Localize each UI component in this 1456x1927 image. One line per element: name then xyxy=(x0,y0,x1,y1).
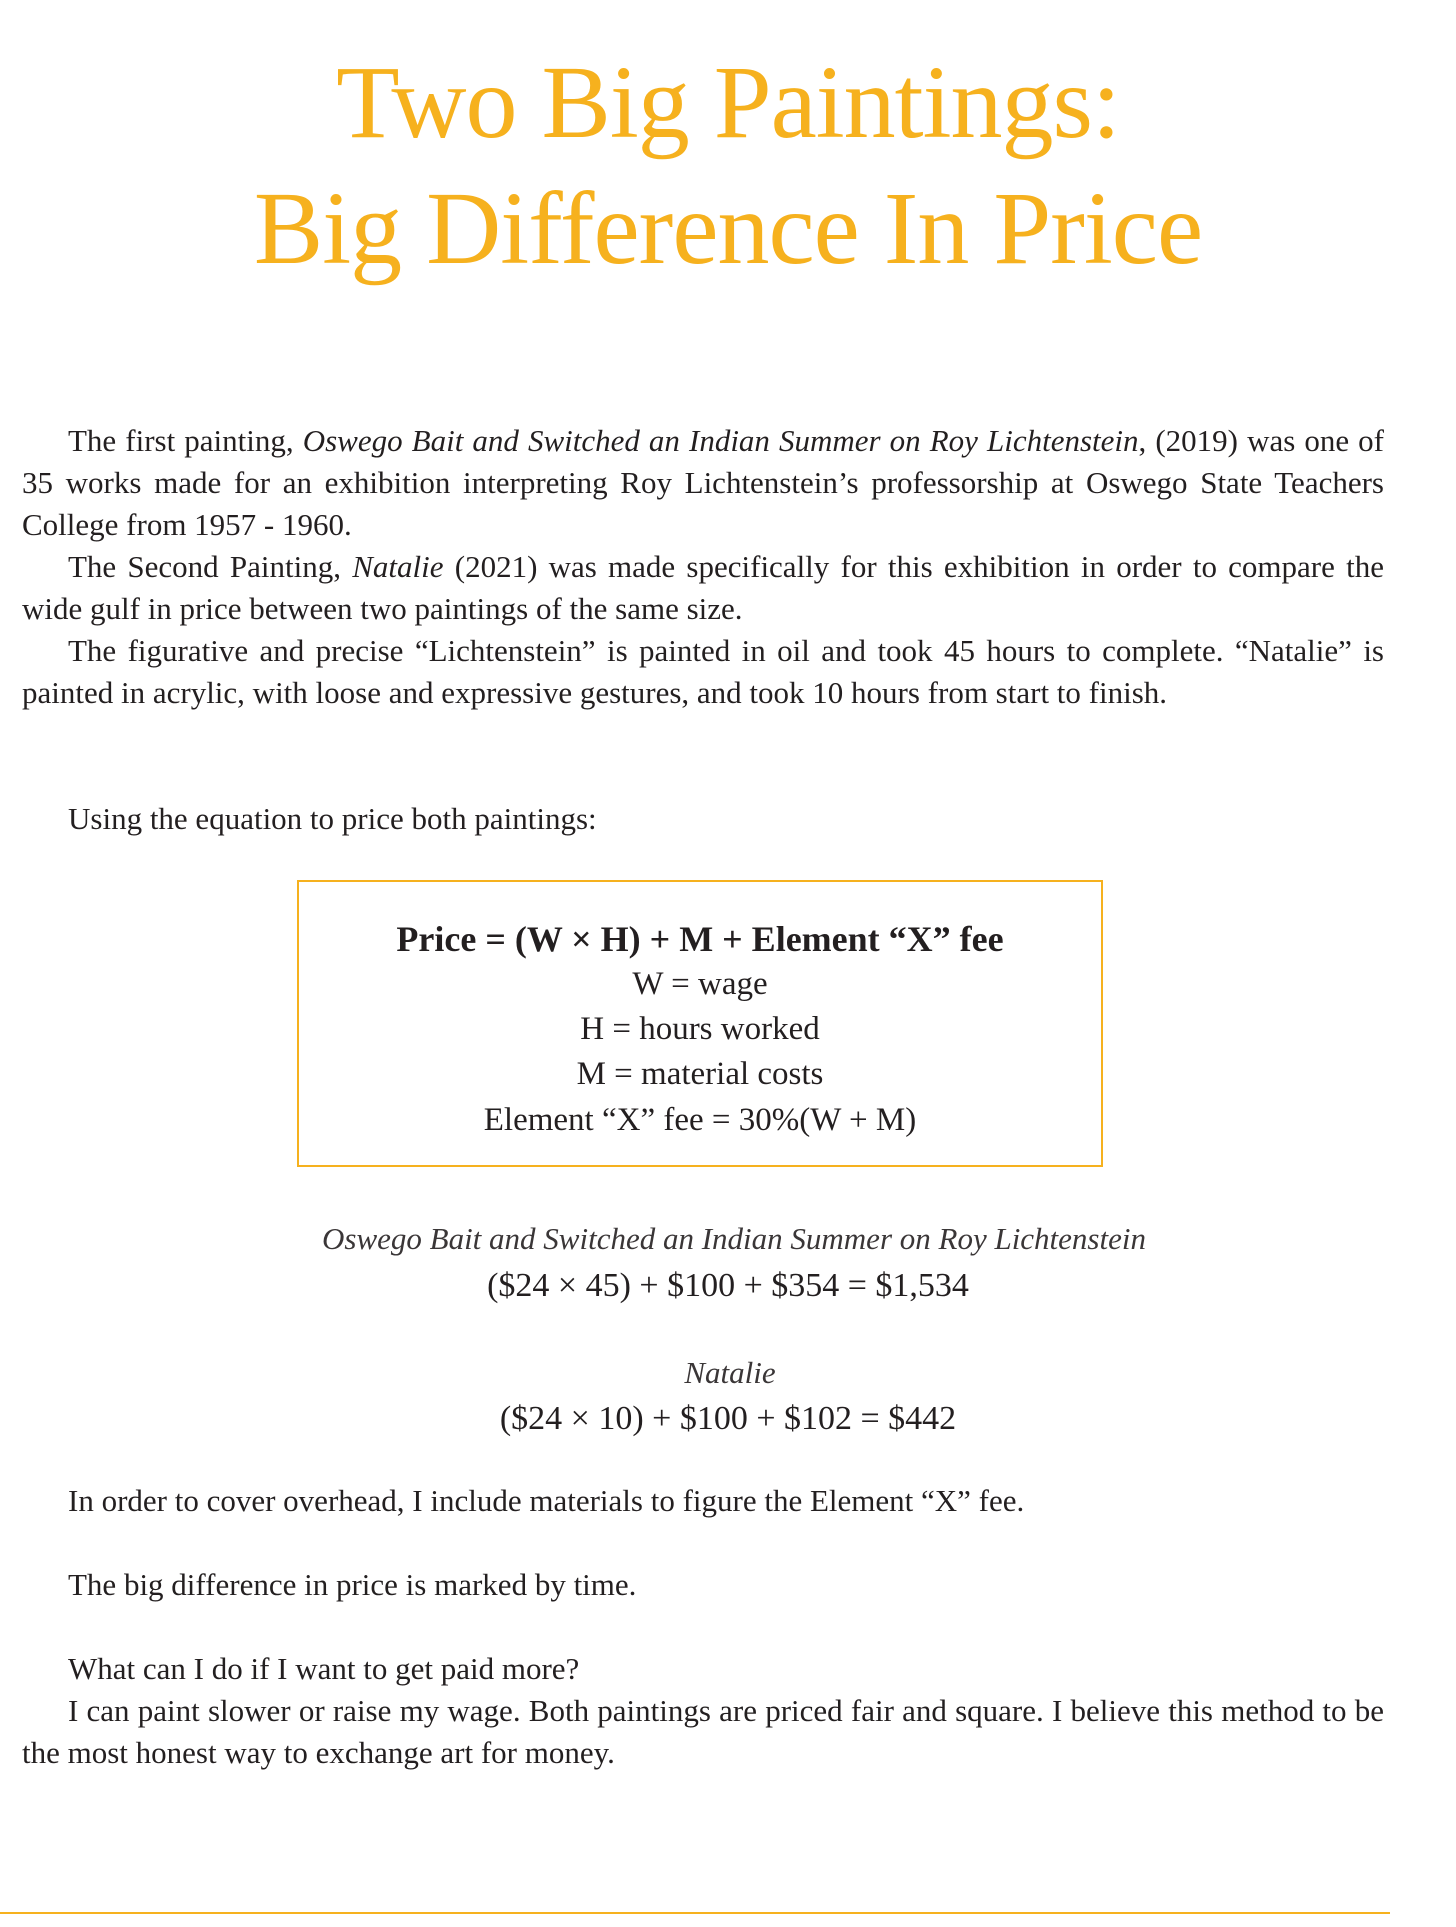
answer-paragraph xyxy=(22,1690,1384,1774)
question-line: What can I do if I want to get paid more? xyxy=(68,1651,580,1686)
paragraph-second-painting-rest: (2021) was made specifically for this exhibition in order to compare the wide gulf in price between two paintings of the same size. xyxy=(22,549,1384,626)
price-formula: Price = (W × H) + M + Element “X” fee xyxy=(396,919,1004,959)
difference-line: The big difference in price is marked by time. xyxy=(68,1567,637,1602)
bottom-rule xyxy=(0,1912,1390,1914)
overhead-line: In order to cover overhead, I include materials to figure the Element “X” fee. xyxy=(68,1483,1025,1518)
page-title-line-1: Two Big Paintings: xyxy=(336,45,1120,160)
paragraph-first-painting-lead: The first painting, xyxy=(68,423,303,458)
calculation-equation-natalie: ($24 × 10) + $100 + $102 = $442 xyxy=(499,1400,957,1437)
paragraph-second-painting xyxy=(22,546,1384,630)
page-title-line-2: Big Difference In Price xyxy=(253,171,1203,286)
formula-definition-element-x-fee: Element “X” fee = 30%(W + M) xyxy=(483,1102,917,1138)
paragraph-first-painting-rest: , (2019) was one of 35 works made for an exhibition interpreting Roy Lichtenstein’s professorship at Oswego State Teachers College from 1957 - 1960. xyxy=(22,423,1384,542)
paragraph-comparison-text: The figurative and precise “Lichtenstein” is painted in oil and took 45 hours to complete. “Natalie” is painted in acrylic, with loose and expressive gestures, and took 10 hours from start to finish. xyxy=(22,633,1384,710)
calculation-equation-lichtenstein: ($24 × 45) + $100 + $354 = $1,534 xyxy=(487,1267,969,1304)
paragraph-comparison xyxy=(22,630,1384,714)
formula-definition-hours: H = hours worked xyxy=(580,1011,820,1047)
intro-line: Using the equation to price both paintings: xyxy=(68,801,597,836)
paragraph-second-painting-lead: The Second Painting, xyxy=(68,549,353,584)
formula-box xyxy=(297,880,1103,1167)
formula-definition-materials: M = material costs xyxy=(576,1056,824,1092)
calculation-title-lichtenstein: Oswego Bait and Switched an Indian Summer on Roy Lichtenstein xyxy=(322,1221,1146,1256)
answer-text: I can paint slower or raise my wage. Both paintings are priced fair and square. I believe this method to be the most honest way to exchange art for money. xyxy=(22,1693,1384,1770)
formula-definition-wage: W = wage xyxy=(632,966,768,1002)
paragraph-first-painting xyxy=(22,420,1384,546)
painting-title-natalie: Natalie xyxy=(352,549,444,584)
calculation-title-natalie: Natalie xyxy=(684,1355,776,1390)
painting-title-lichtenstein: Oswego Bait and Switched an Indian Summer on Roy Lichtenstein xyxy=(302,423,1139,458)
